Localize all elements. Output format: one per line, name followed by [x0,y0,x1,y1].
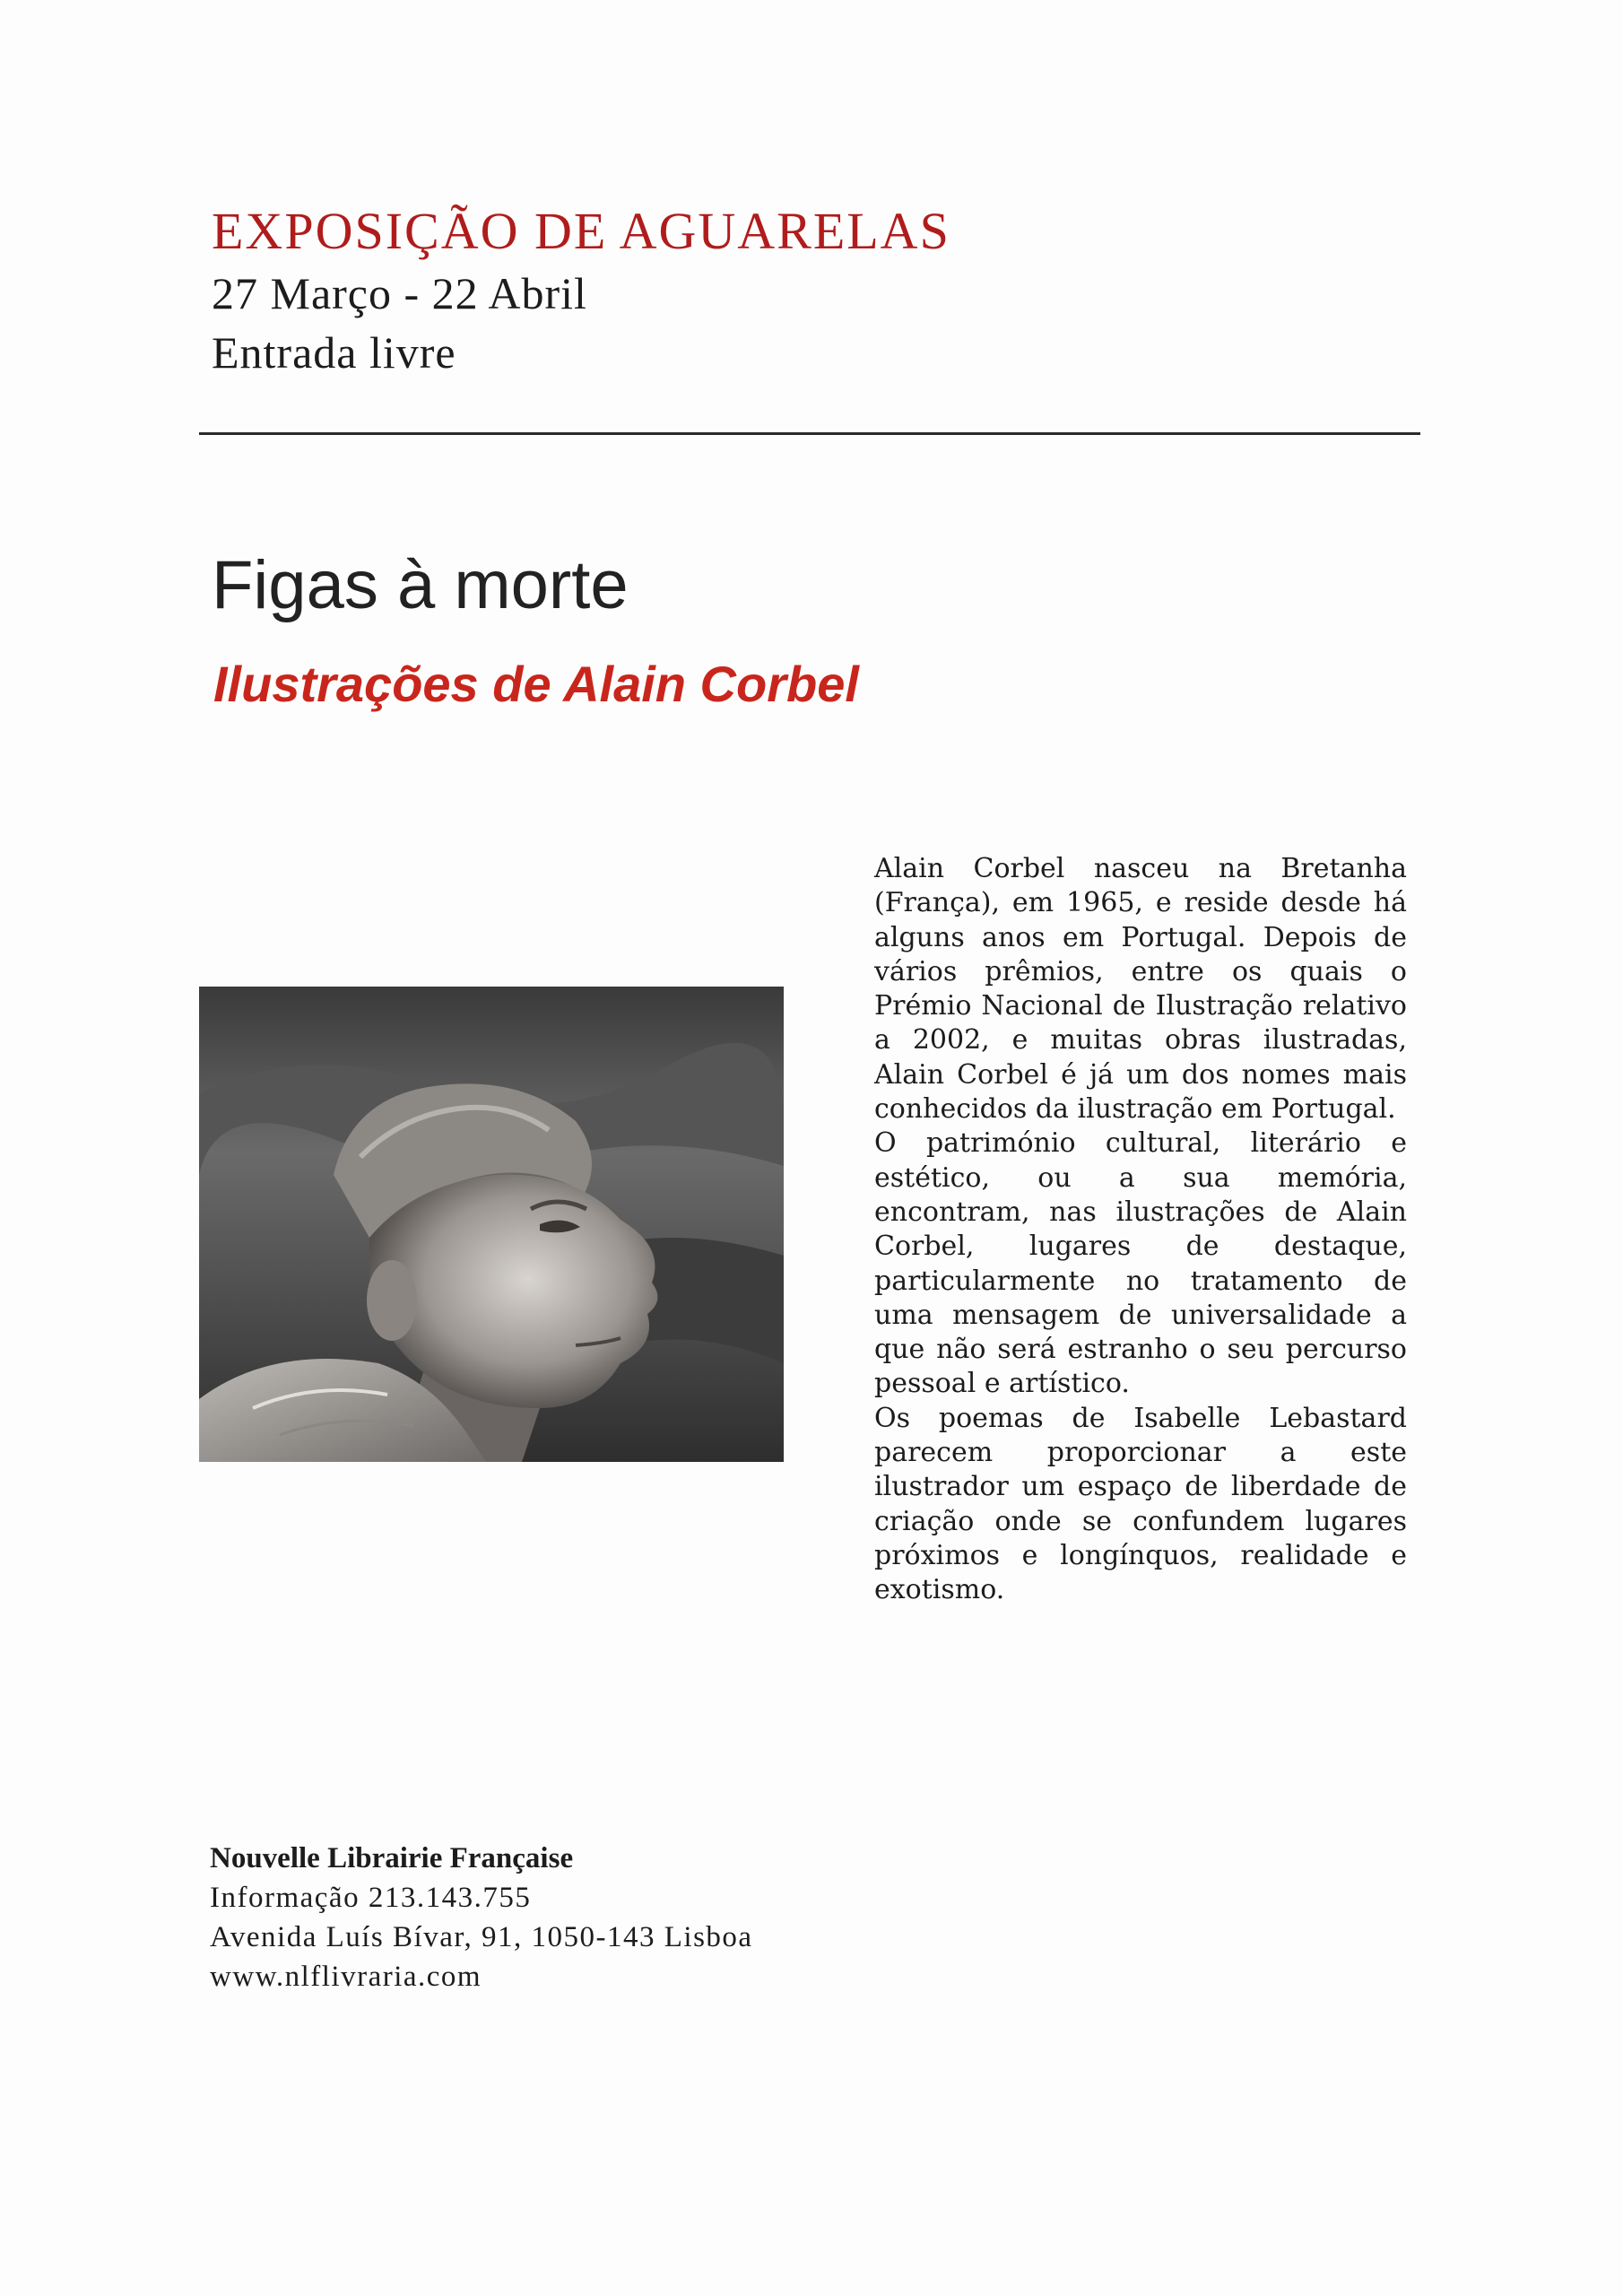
bio-paragraph: O património cultural, literário e estético, ou a sua memória, encontram, nas ilustrações de Alain Corbel, lugares de destaque, particularmente no tratamento de uma mensagem de universalidade a que não será estranho o seu percurso pessoal e artístico. [874,1127,1407,1400]
exhibit-header [212,199,1422,382]
exhibit-title: Figas à morte [212,547,629,623]
bio-paragraph: Alain Corbel nasceu na Bretanha (França), em 1965, e reside desde há alguns anos em Portugal. Depois de vários prêmios, entre os quais o Prémio Nacional de Ilustração relativo a 2002, e muitas obras ilustradas, Alain Corbel é já um dos nomes mais conhecidos da ilustração em Portugal. [874,853,1407,1126]
artist-bio [874,852,1407,1608]
divider-rule [199,432,1420,435]
portrait-photo [199,987,784,1462]
exhibit-dates: 27 Março - 22 Abril [212,268,587,318]
exhibit-type: EXPOSIÇÃO DE AGUARELAS [212,202,950,260]
entry-note: Entrada livre [212,327,456,378]
store-name: Nouvelle Librairie Française [210,1842,574,1874]
bio-paragraph: Os poemas de Isabelle Lebastard parecem proporcionar a este ilustrador um espaço de liberdade de criação onde se confundem lugares próximos e longínquos, realidade e exotismo. [874,1402,1407,1606]
contact-footer [210,1839,1017,1996]
website-link[interactable]: www.nlflivraria.com [210,1961,482,1993]
phone-info: Informação 213.143.755 [210,1882,532,1914]
portrait-illustration [199,987,784,1462]
store-address: Avenida Luís Bívar, 91, 1050-143 Lisboa [210,1921,753,1953]
exhibit-subtitle: Ilustrações de Alain Corbel [213,656,859,712]
